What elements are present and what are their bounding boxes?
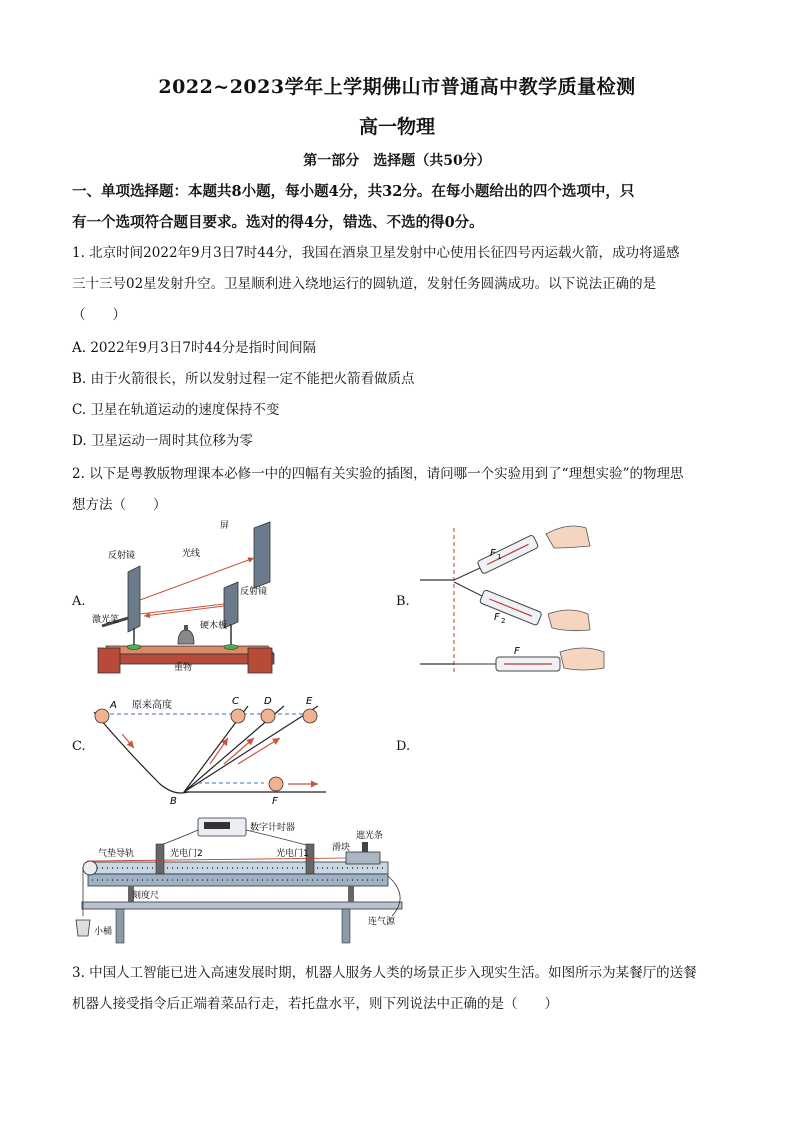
q3-stem-line1: 3. 中国人工智能已进入高速发展时期，机器人服务人类的场景正步入现实生活。如图所示为某餐厅的送餐 xyxy=(72,965,697,981)
fig-a-laser-label: 激光笔 xyxy=(92,615,120,625)
fig-a-board-label: 硬木板 xyxy=(200,621,228,631)
weight-shape xyxy=(178,630,194,644)
fig-a-screen-label: 屏 xyxy=(220,521,230,531)
fig-d-air: 连气源 xyxy=(368,917,396,927)
q1-stem-line3: （ ） xyxy=(72,307,126,323)
bucket-shape xyxy=(76,920,90,936)
q1-option-a[interactable]: A. 2022年9月3日7时44分是指时间间隔 xyxy=(72,340,317,356)
q2-option-c-letter[interactable]: C. xyxy=(72,739,86,754)
figure-d-air-track xyxy=(70,816,430,946)
fig-b-f1-sub: 1 xyxy=(497,553,502,561)
fig-b-f1: F xyxy=(490,548,496,559)
exam-subject: 高一物理 xyxy=(358,116,435,138)
hand3 xyxy=(560,648,604,670)
fig-d-shade: 遮光条 xyxy=(356,831,384,841)
fig-a-mirror2-label: 反射镜 xyxy=(240,587,268,597)
fig-a-weight-label: 重物 xyxy=(174,663,193,673)
fig-a-light-label: 光线 xyxy=(182,549,201,559)
section-instruction-line2: 有一个选项符合题目要求。选对的得4分，错选、不选的得0分。 xyxy=(72,214,484,231)
exam-title: 2022~2023学年上学期佛山市普通高中教学质量检测 xyxy=(158,76,636,98)
fig-c-height: 原来高度 xyxy=(132,700,172,711)
slider-shape xyxy=(346,852,380,864)
part-heading: 第一部分 选择题（共50分） xyxy=(303,153,491,169)
q2-option-d-letter[interactable]: D. xyxy=(396,739,411,754)
figure-a-mirror-experiment xyxy=(88,518,298,683)
fig-d-track: 气垫导轨 xyxy=(98,849,135,859)
fig-d-gate1: 光电门1 xyxy=(276,849,309,859)
mirror1-shape xyxy=(128,566,140,632)
fig-b-f: F xyxy=(514,646,520,657)
q2-stem-line2: 想方法（ ） xyxy=(72,497,167,513)
fig-c-a: A xyxy=(110,700,117,711)
section-instruction-line1: 一、单项选择题：本题共8小题，每小题4分，共32分。在每小题给出的四个选项中，只 xyxy=(72,183,635,200)
left-support xyxy=(98,648,120,673)
fig-c-e: E xyxy=(306,696,313,707)
q1-stem-line1: 1. 北京时间2022年9月3日7时44分，我国在酒泉卫星发射中心使用长征四号丙运载火箭，成功将遥感 xyxy=(72,245,680,261)
table-top xyxy=(82,902,402,909)
fig-d-gate2: 光电门2 xyxy=(170,849,203,859)
fig-c-b: B xyxy=(170,796,177,807)
hand1 xyxy=(546,526,590,548)
fig-c-c: C xyxy=(232,696,239,707)
fig-b-f2: F xyxy=(494,612,500,623)
q1-stem-line2: 三十三号02星发射升空。卫星顺利进入绕地运行的圆轨道，发射任务圆满成功。以下说法正确的是 xyxy=(72,276,657,292)
fig-c-f: F xyxy=(272,796,278,807)
right-support xyxy=(248,648,272,673)
gate2-shape xyxy=(156,844,164,874)
fig-d-timer: 数字计时器 xyxy=(250,823,296,833)
fig-a-mirror1-label: 反射镜 xyxy=(108,551,136,561)
q2-stem-line1: 2. 以下是粤教版物理课本必修一中的四幅有关实验的插图，请问哪一个实验用到了“理想实验”的物理思 xyxy=(72,466,684,482)
fig-d-slider: 滑块 xyxy=(332,843,351,853)
q2-option-b-letter[interactable]: B. xyxy=(396,594,410,609)
q1-option-c[interactable]: C. 卫星在轨道运动的速度保持不变 xyxy=(72,402,280,418)
q2-option-a-letter[interactable]: A. xyxy=(72,594,86,609)
q1-option-b[interactable]: B. 由于火箭很长，所以发射过程一定不能把火箭看做质点 xyxy=(72,371,415,387)
figure-b-spring-scales xyxy=(418,518,618,678)
fig-d-bucket: 小桶 xyxy=(94,927,113,937)
hand2 xyxy=(548,610,590,631)
q3-stem-line2: 机器人接受指令后正端着菜品行走，若托盘水平，则下列说法中正确的是（ ） xyxy=(72,996,558,1012)
figure-c-ideal-experiment xyxy=(88,692,338,810)
q1-option-d[interactable]: D. 卫星运动一周时其位移为零 xyxy=(72,433,253,449)
fig-b-f2-sub: 2 xyxy=(501,617,506,625)
fig-d-ruler: 刻度尺 xyxy=(132,891,160,901)
screen-shape xyxy=(254,522,270,588)
fig-c-d: D xyxy=(264,696,272,707)
